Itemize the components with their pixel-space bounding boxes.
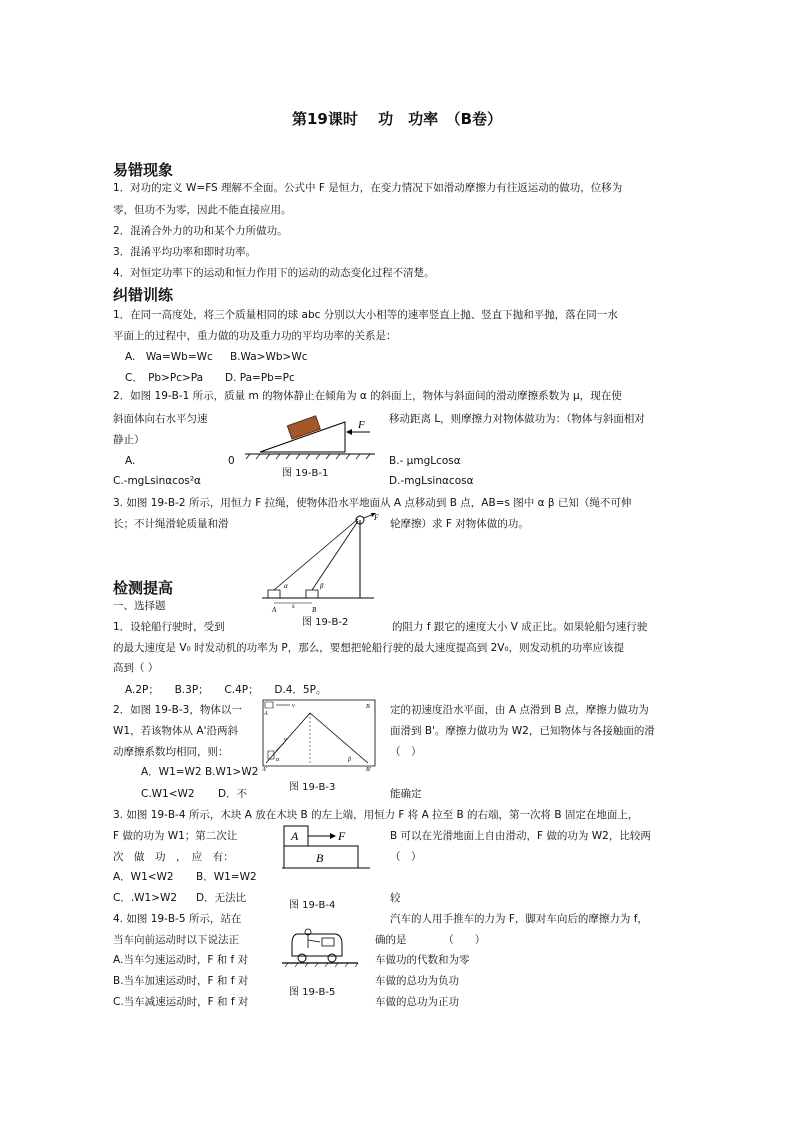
question-text: 3. 如图 19-B-4 所示，木块 A 放在木块 B 的左上端，用恒力 F 将 A 拉至 B 的右端，第一次将 B 固定在地面上，: [113, 809, 639, 821]
option-d: D．不: [218, 788, 248, 800]
ground-hatch: [246, 454, 370, 459]
answer-bracket: （ ）: [390, 746, 422, 758]
figure-19-b-4: [282, 824, 372, 874]
force-arrowhead: [346, 429, 352, 435]
question-text: 当车向前运动时以下说法正: [113, 934, 239, 946]
option-c: C.当车减速运动时，F 和 f 对: [113, 996, 249, 1008]
answer-bracket: （ ）: [390, 851, 422, 863]
option-b: B.当车加速运动时，F 和 f 对: [113, 975, 249, 987]
question-text: 的最大速度是 V₀ 时发动机的功率为 P，那么，要想把轮船行驶的最大速度提高到 2V₀，则发动机的功率应该提: [113, 642, 625, 654]
label-b: B: [316, 851, 324, 865]
option-a: A．W1<W2: [113, 871, 174, 883]
label-beta: β: [348, 757, 351, 763]
option-a-value: 0: [228, 455, 235, 467]
question-text: 1．在同一高度处，将三个质量相同的球 abc 分别以大小相等的速率竖直上抛、竖直下抛和平抛，落在同一水: [113, 309, 618, 321]
option-d: D.-mgLsinαcosα: [389, 475, 474, 487]
label-f: F: [338, 829, 346, 843]
text-line: 3．混淆平均功率和即时功率。: [113, 246, 257, 258]
question-text: 汽车的人用手推车的力为 F，脚对车向后的摩擦力为 f，: [390, 913, 648, 925]
option-c: C.-mgLsinαcos²α: [113, 475, 201, 487]
wheel-rear: [298, 954, 306, 962]
question-text: F 做的功为 W1；第二次让: [113, 830, 238, 842]
subsection-heading: 一、选择题: [113, 600, 166, 612]
force-label: F: [358, 419, 365, 431]
question-text: B 可以在光滑地面上自由滑动，F 做的功为 W2，比较两: [390, 830, 651, 842]
label-a-prime: A': [262, 767, 267, 773]
label-b: B: [312, 606, 317, 614]
velocity-arrow-2: [276, 743, 284, 751]
figure-caption: 图 19-B-2: [302, 617, 349, 628]
figure-19-b-1: [240, 412, 380, 462]
text-line: 4．对恒定功率下的运动和恒力作用下的运动的动态变化过程不清楚。: [113, 267, 435, 279]
question-text: 平面上的过程中，重力做的功及重力功的平均功率的关系是：: [113, 330, 397, 342]
option-a-cont: 车做功的代数和为零: [375, 954, 470, 966]
option-b: B．W1=W2: [196, 871, 257, 883]
question-text: 斜面体向右水平匀速: [113, 413, 208, 425]
option-c: C.W1<W2: [141, 788, 195, 800]
slopes: [266, 713, 368, 763]
question-text: 4. 如图 19-B-5 所示，站在: [113, 913, 242, 925]
question-text: 3. 如图 19-B-2 所示，用恒力 F 拉绳，使物体沿水平地面从 A 点移动到 B 点，AB=s 图中 α β 已知（绳不可伸: [113, 497, 632, 509]
label-a: A: [272, 606, 277, 614]
rope-a: [274, 519, 358, 590]
text-line: 2．混淆合外力的功和某个力所做功。: [113, 225, 288, 237]
question-text: 2．如图 19-B-3，物体以一: [113, 704, 242, 716]
question-text: 次 做 功 ， 应 有：: [113, 851, 234, 863]
figure-caption: 图 19-B-5: [289, 987, 336, 998]
section-heading-test: 检测提高: [113, 579, 174, 597]
options: A．W1=W2 B.W1>W2: [141, 766, 259, 778]
person-arm: [308, 940, 320, 942]
option-d: D. Pa=Pb=Pc: [225, 372, 295, 384]
question-text: 2．如图 19-B-1 所示，质量 m 的物体静止在倾角为 α 的斜面上，物体与斜面间的滑动摩擦系数为 μ，现在使: [113, 390, 622, 402]
option-b: B.- μmgLcosα: [389, 455, 461, 467]
label-b: B: [366, 704, 370, 710]
question-text: 高到（ ）: [113, 662, 159, 674]
figure-19-b-5: [282, 920, 362, 970]
question-text: 移动距离 L，则摩擦力对物体做功为：（物体与斜面相对: [389, 413, 645, 425]
wheel-front: [328, 954, 336, 962]
label-v2: v: [284, 737, 287, 743]
question-text: 长；不计绳滑轮质量和滑: [113, 518, 229, 530]
question-text: 轮摩擦）求 F 对物体做的功。: [390, 518, 529, 530]
option-a: A.: [125, 455, 136, 467]
option-c: C．.W1>W2: [113, 892, 178, 904]
option-a: A. Wa=Wb=Wc: [125, 351, 213, 363]
options: A.2P； B.3P； C.4P； D.4．5P。: [125, 684, 327, 696]
label-s: s: [292, 602, 295, 610]
force-arrowhead: [330, 833, 336, 839]
block-at-a: [268, 590, 280, 598]
option-d: D．无法比: [196, 892, 247, 904]
option-b-cont: 车做的总功为负功: [375, 975, 459, 987]
question-text: W1，若该物体从 A'沿两斜: [113, 725, 238, 737]
option-c: C． Pb>Pc>Pa: [125, 372, 204, 384]
label-v: v: [292, 703, 295, 709]
label-alpha: α: [284, 582, 288, 590]
figure-caption: 图 19-B-1: [282, 468, 329, 479]
section-heading-correction: 纠错训练: [113, 286, 174, 304]
option-d-cont: 能确定: [390, 788, 422, 800]
block: [287, 416, 320, 439]
label-b-prime: B': [366, 767, 371, 773]
rope-b: [312, 521, 358, 590]
page-title: 第19课时 功 功率 （B卷）: [291, 110, 503, 128]
figure-19-b-2: [262, 512, 392, 616]
force-label: F: [374, 513, 379, 522]
label-a: A: [264, 711, 268, 717]
option-c-cont: 车做的总功为正功: [375, 996, 459, 1008]
figure-caption: 图 19-B-3: [289, 782, 336, 793]
question-text: 定的初速度沿水平面，由 A 点滑到 B 点，摩擦力做功为: [390, 704, 649, 716]
question-text: 确的是 （ ）: [375, 934, 486, 946]
question-text: 动摩擦系数均相同，则：: [113, 746, 229, 758]
option-a: A.当车匀速运动时，F 和 f 对: [113, 954, 249, 966]
label-beta: β: [320, 582, 324, 590]
section-heading-errors: 易错现象: [113, 161, 174, 179]
block-top: [265, 702, 273, 708]
label-a: A: [291, 829, 299, 843]
figure-caption: 图 19-B-4: [289, 900, 336, 911]
question-text: 的阻力 f 跟它的速度大小 V 成正比。如果轮船匀速行驶: [392, 621, 648, 633]
option-b: B.Wa>Wb>Wc: [230, 351, 308, 363]
text-line: 零，但功不为零，因此不能直接应用。: [113, 204, 292, 216]
frame: [263, 700, 375, 766]
question-text: 1．设轮船行驶时，受到: [113, 621, 225, 633]
car-body: [292, 934, 342, 956]
label-alpha: α: [276, 757, 280, 763]
block-at-b: [306, 590, 318, 598]
question-text: 面滑到 B'。摩擦力做功为 W2，已知物体与各接触面的滑: [390, 725, 655, 737]
car-window: [322, 938, 334, 946]
text-line: 1．对功的定义 W=FS 理解不全面。公式中 F 是恒力，在变力情况下如滑动摩擦力有往返运动的做功，位移为: [113, 182, 623, 194]
question-text: 静止）: [113, 434, 145, 446]
figure-19-b-3: [262, 699, 380, 775]
option-d-cont: 较: [390, 892, 401, 904]
